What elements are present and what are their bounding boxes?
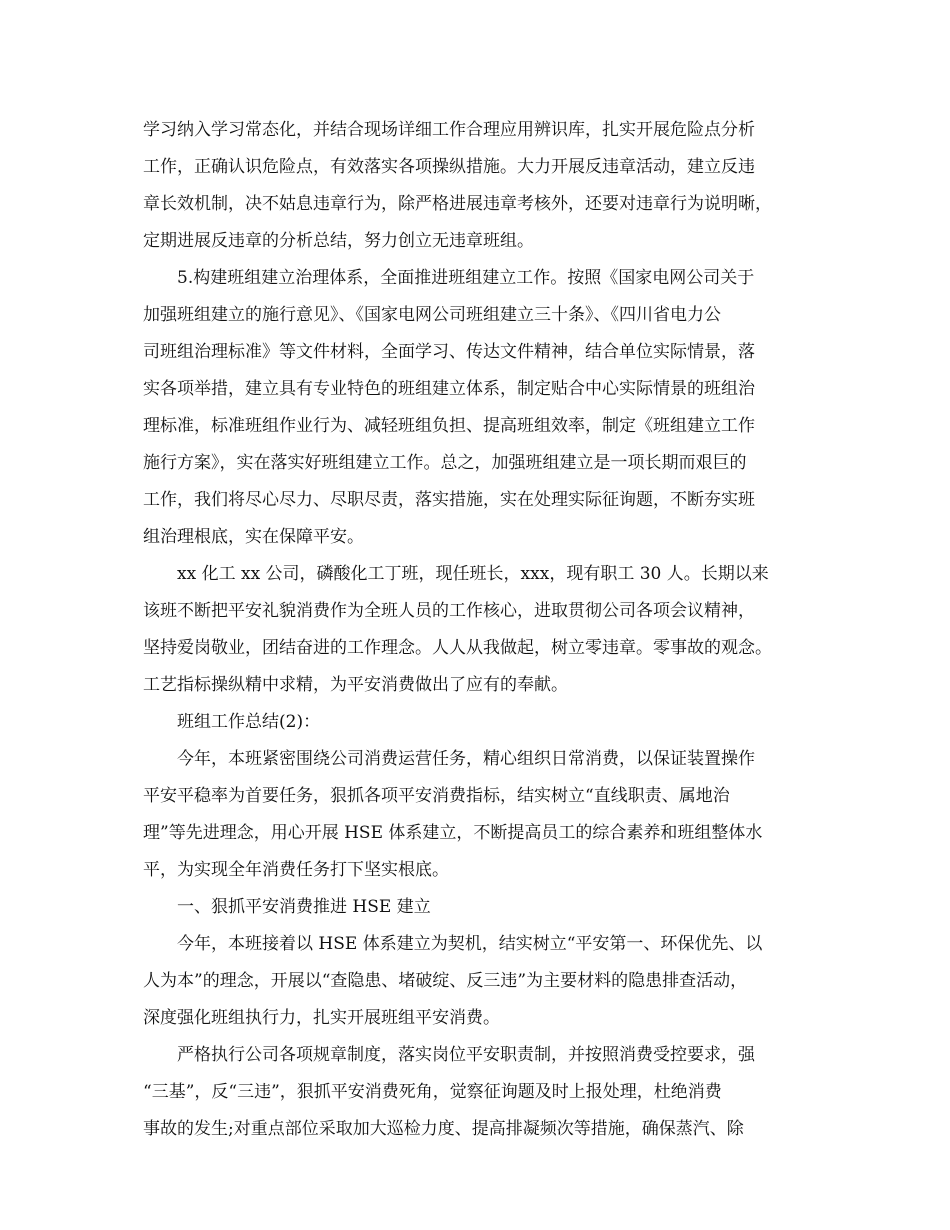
text-line: 学习纳入学习常态化，并结合现场详细工作合理应用辨识库，扎实开展危险点分析 [143,120,755,140]
text-line: “三基”，反“三违”，狠抓平安消费死角，觉察征询题及时上报处理，杜绝消费 [143,1082,722,1102]
text-line: 理”等先进理念，用心开展 HSE 体系建立，不断提高员工的综合素养和班组整体水 [143,823,763,843]
text-line: 一、狠抓平安消费推进 HSE 建立 [177,897,431,917]
text-line: 加强班组建立的施行意见》、《国家电网公司班组建立三十条》、《四川省电力公 [143,305,721,325]
text-line: 实各项举措，建立具有专业特色的班组建立体系，制定贴合中心实际情景的班组治 [143,379,755,399]
text-line: 严格执行公司各项规章制度，落实岗位平安职责制，并按照消费受控要求，强 [177,1045,755,1065]
text-line: 平安平稳率为首要任务，狠抓各项平安消费指标，结实树立“直线职责、属地治 [143,786,730,806]
text-line: 章长效机制，决不姑息违章行为，除严格进展违章考核外，还要对违章行为说明晰， [143,194,772,214]
text-line: 5.构建班组建立治理体系，全面推进班组建立工作。按照《国家电网公司关于 [177,268,755,288]
text-line: 该班不断把平安礼貌消费作为全班人员的工作核心，进取贯彻公司各项会议精神， [143,601,755,621]
text-line: 组治理根底，实在保障平安。 [143,527,364,547]
text-line: xx 化工 xx 公司，磷酸化工丁班，现任班长，xxx，现有职工 30 人。长期以来 [177,564,769,584]
text-line: 定期进展反违章的分析总结，努力创立无违章班组。 [143,231,534,251]
text-line: 施行方案》，实在落实好班组建立工作。总之，加强班组建立是一项长期而艰巨的 [143,453,747,473]
text-line: 事故的发生;对重点部位采取加大巡检力度、提高排凝频次等措施，确保蒸汽、除 [143,1119,744,1139]
text-line: 今年，本班接着以 HSE 体系建立为契机，结实树立“平安第一、环保优先、以 [177,934,763,954]
text-line: 深度强化班组执行力，扎实开展班组平安消费。 [143,1008,500,1028]
text-line: 工作，我们将尽心尽力、尽职尽责，落实措施，实在处理实际征询题，不断夯实班 [143,490,755,510]
text-line: 理标准，标准班组作业行为、减轻班组负担、提高班组效率，制定《班组建立工作 [143,416,755,436]
text-line: 工艺指标操纵精中求精，为平安消费做出了应有的奉献。 [143,675,568,695]
text-line: 班组工作总结(2)： [177,712,321,732]
text-line: 平，为实现全年消费任务打下坚实根底。 [143,860,449,880]
text-line: 工作，正确认识危险点，有效落实各项操纵措施。大力开展反违章活动，建立反违 [143,157,755,177]
document-body [143,112,823,1148]
text-line: 坚持爱岗敬业，团结奋进的工作理念。人人从我做起，树立零违章。零事故的观念。 [143,638,772,658]
text-line: 司班组治理标准》等文件材料，全面学习、传达文件精神，结合单位实际情景，落 [143,342,755,362]
text-line: 人为本”的理念，开展以“查隐患、堵破绽、反三违”为主要材料的隐患排查活动， [143,971,748,991]
text-line: 今年，本班紧密围绕公司消费运营任务，精心组织日常消费，以保证装置操作 [177,749,755,769]
